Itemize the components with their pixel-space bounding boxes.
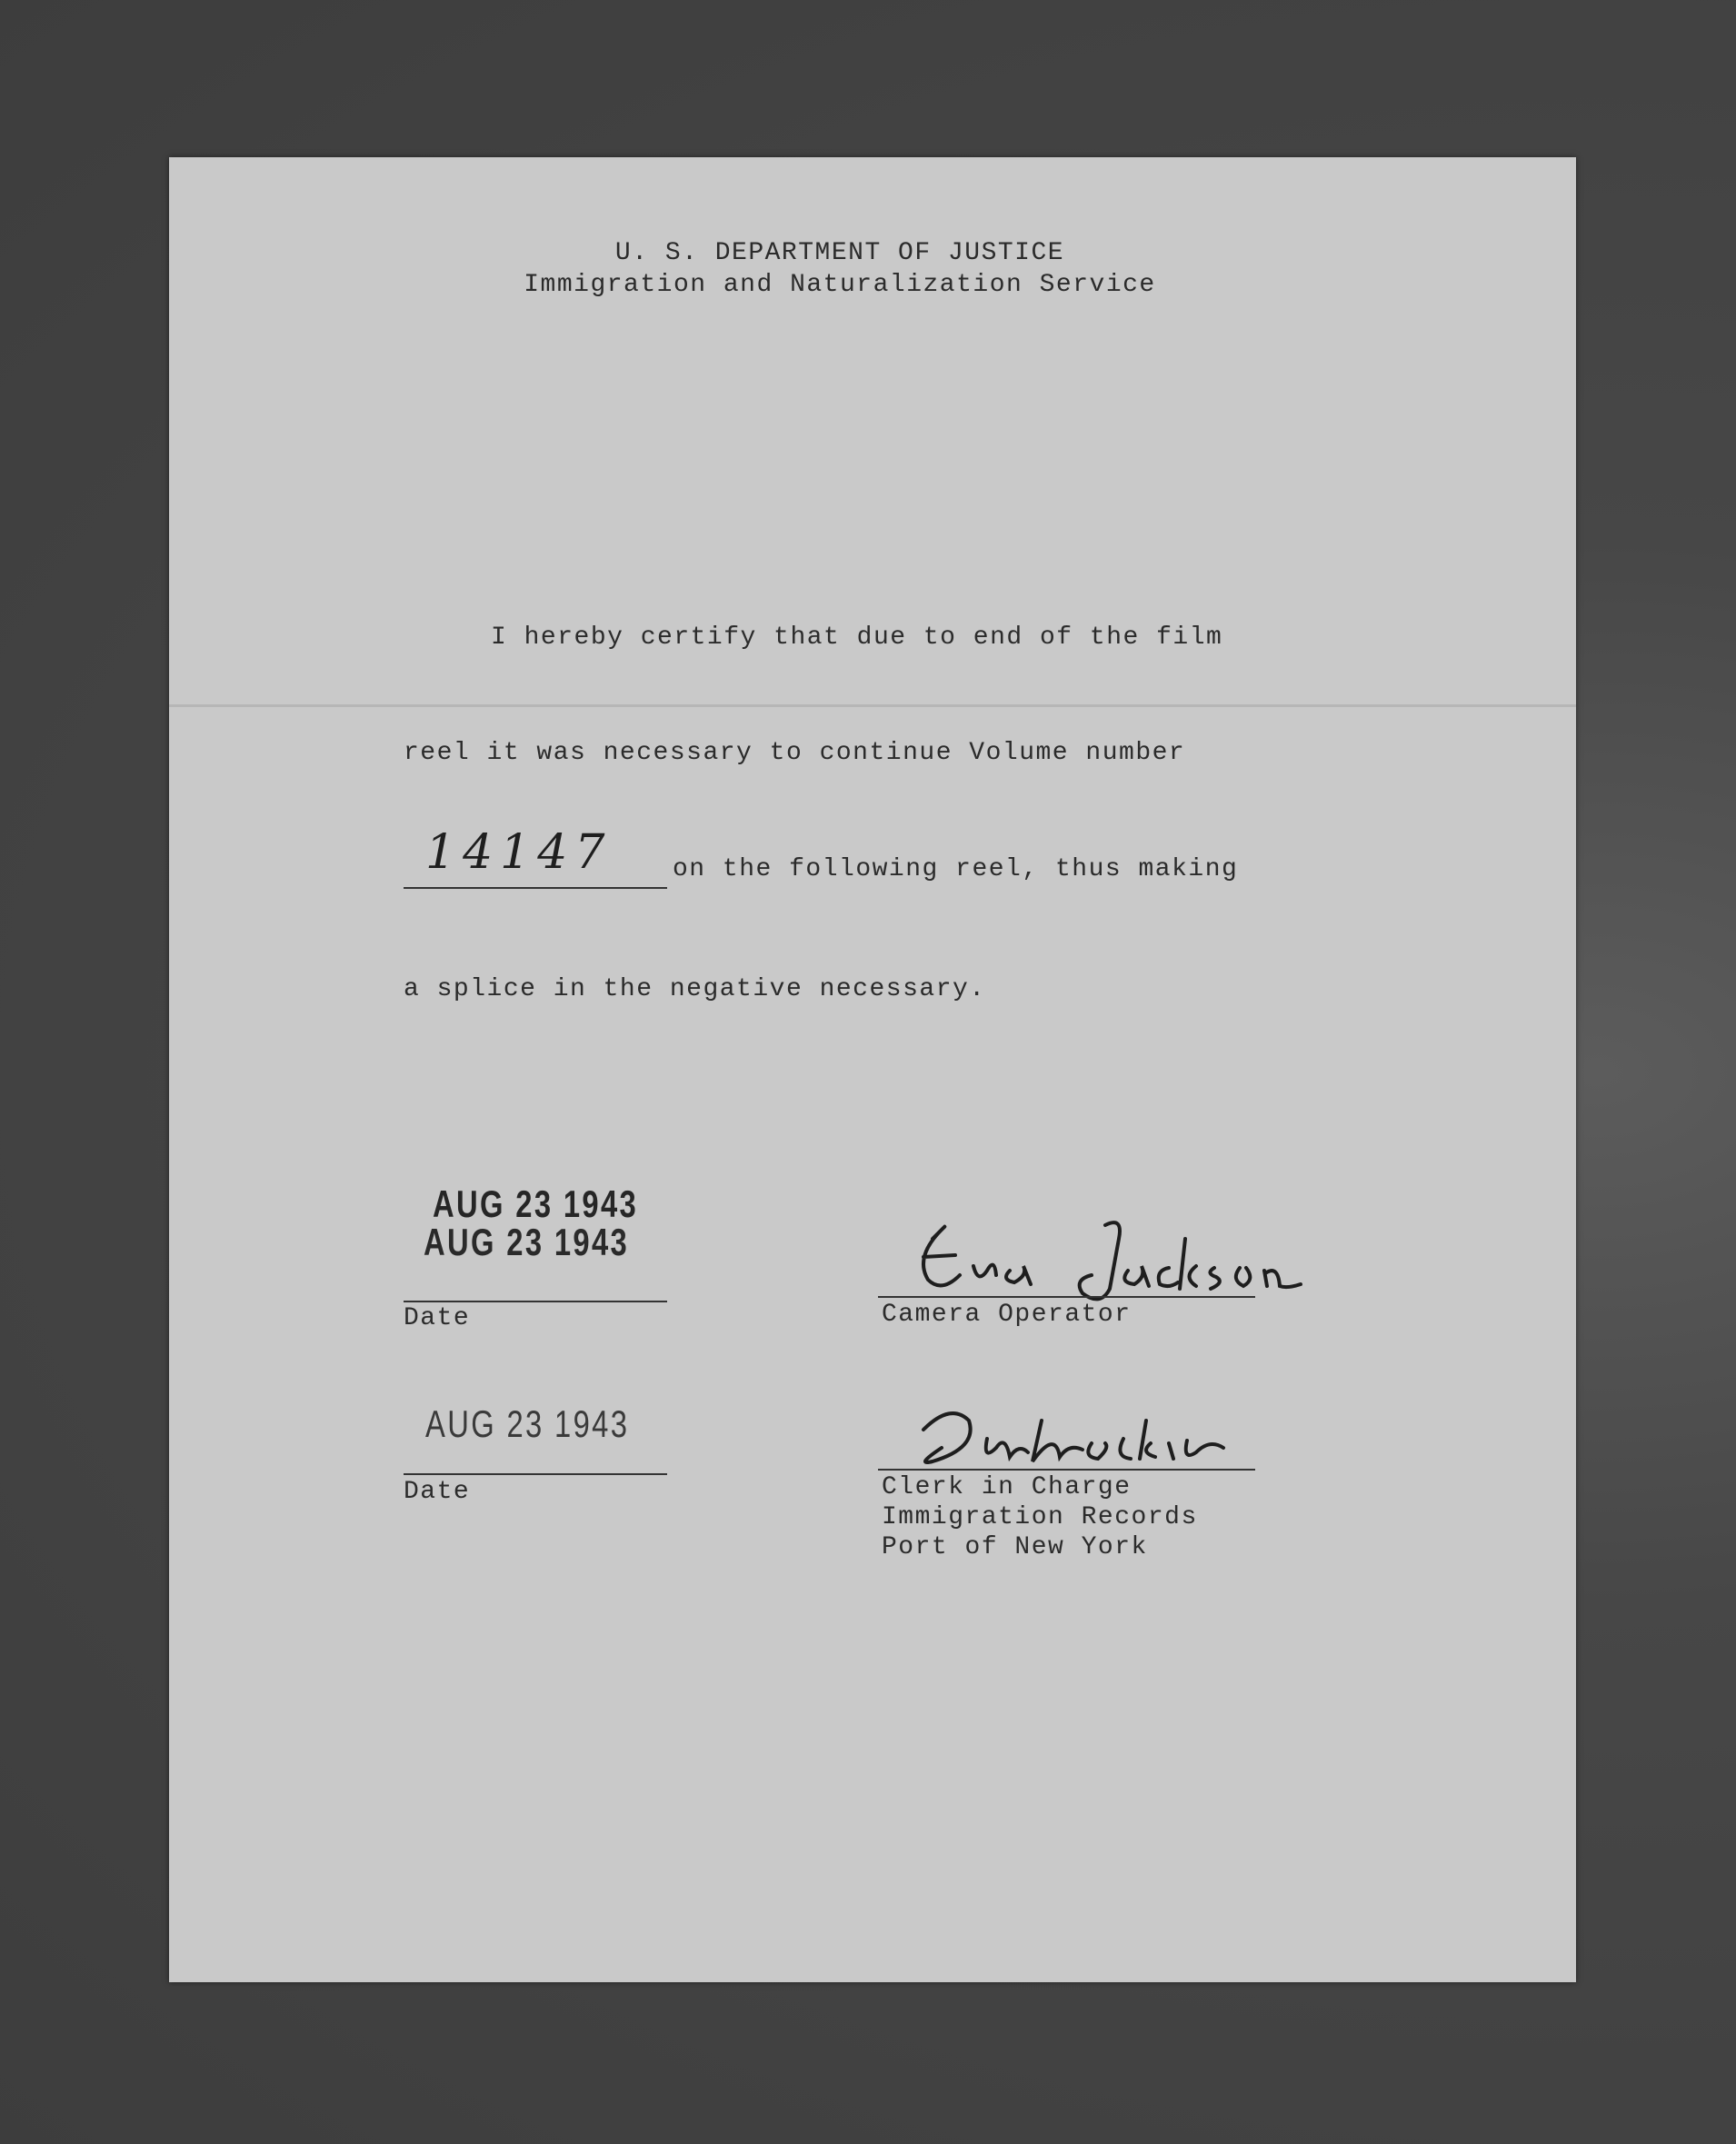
camera-operator-label: Camera Operator	[882, 1301, 1132, 1329]
agency-title: U. S. DEPARTMENT OF JUSTICE	[614, 239, 1065, 267]
certification-line-4: a splice in the negative necessary.	[404, 975, 986, 1003]
clerk-title-line-2: Immigration Records	[882, 1503, 1198, 1531]
clerk-signature	[896, 1393, 1278, 1484]
certification-line-2: reel it was necessary to continue Volume number	[404, 739, 1186, 767]
camera-operator-signature	[887, 1202, 1323, 1311]
clerk-title-line-1: Clerk in Charge	[882, 1473, 1132, 1501]
clerk-title-line-3: Port of New York	[882, 1533, 1148, 1561]
date-stamp: AUG 23 1943	[433, 1182, 639, 1225]
volume-number-underline	[404, 887, 667, 889]
certification-line-3: on the following reel, thus making	[673, 855, 1239, 883]
certification-line-1: I hereby certify that due to end of the film	[491, 623, 1223, 652]
date-underline-2	[404, 1473, 667, 1475]
date-label-2: Date	[404, 1478, 471, 1506]
clerk-underline	[878, 1469, 1255, 1471]
camera-operator-underline	[878, 1296, 1255, 1298]
agency-subtitle: Immigration and Naturalization Service	[524, 271, 1156, 299]
date-stamp-2: AUG 23 1943	[425, 1402, 630, 1445]
volume-number: 14147	[425, 825, 613, 880]
date-underline-1	[404, 1301, 667, 1302]
document-page	[169, 157, 1576, 1982]
date-stamp-overlap: AUG 23 1943	[424, 1221, 630, 1263]
date-label-1: Date	[404, 1304, 471, 1332]
